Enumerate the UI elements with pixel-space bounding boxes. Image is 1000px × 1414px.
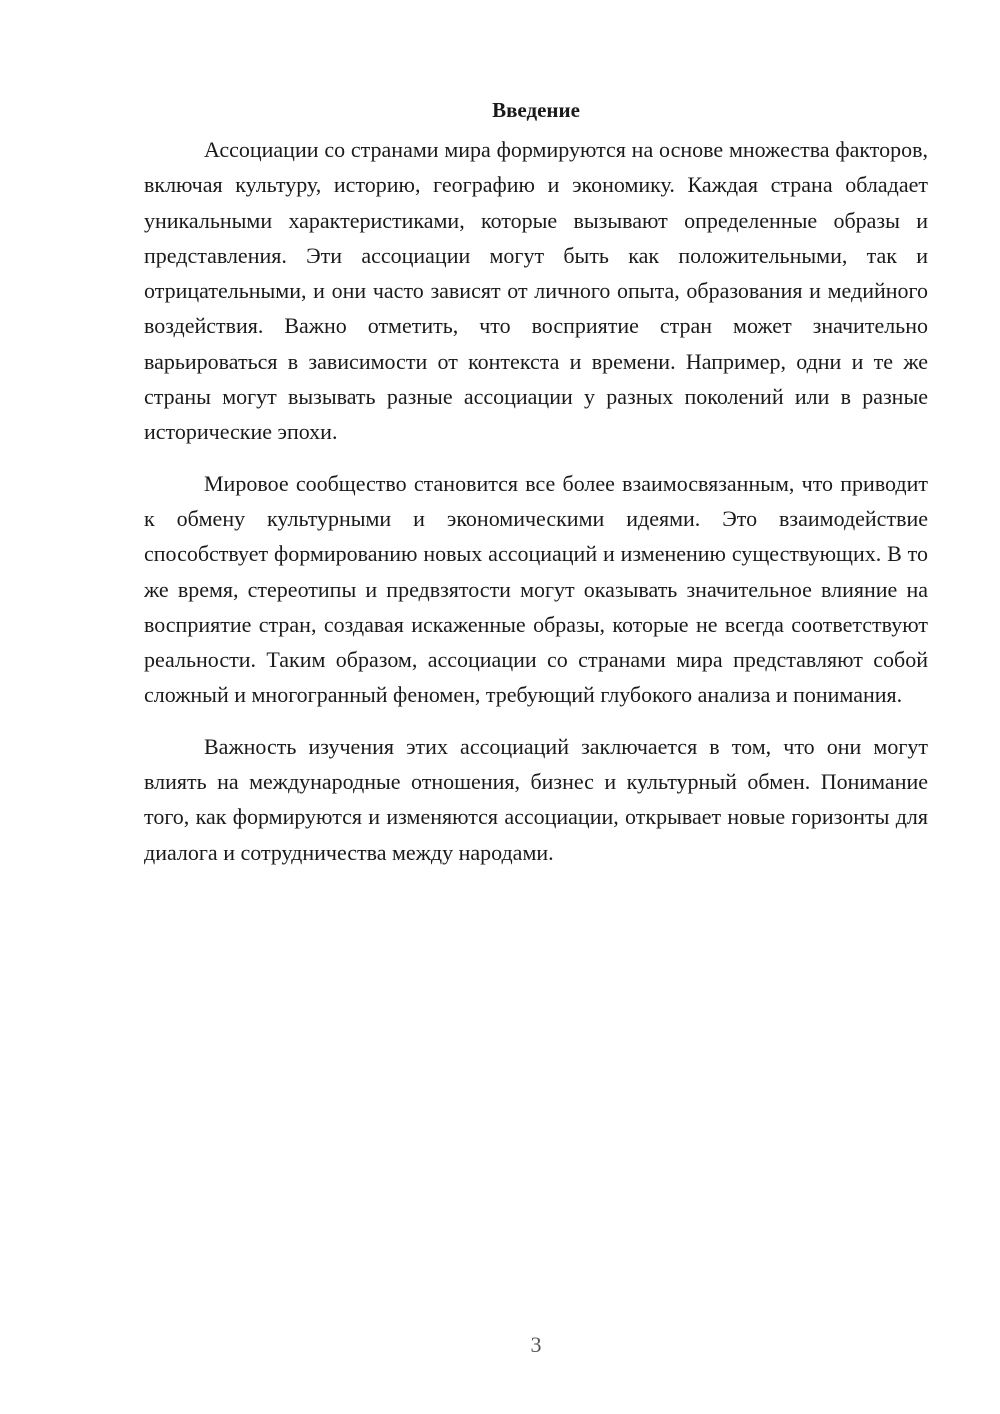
page-content [144, 92, 928, 886]
page-number: 3 [530, 1332, 542, 1357]
paragraph-1: Ассоциации со странами мира формируются на основе множества факторов, включая культуру, историю, географию и экономику. Каждая страна обладает уникальными характеристиками, которые вызывают определенные образы и представления. Эти ассоциации могут быть как положительными, так и отрицательными, и они часто зависят от личного опыта, образования и медийного воздействия. Важно отметить, что восприятие стран может значительно варьироваться в зависимости от контекста и времени. Например, одни и те же страны могут вызывать разные ассоциации у разных поколений или в разные исторические эпохи. [144, 137, 928, 445]
paragraph-2: Мировое сообщество становится все более взаимосвязанным, что приводит к обмену культурными и экономическими идеями. Это взаимодействие способствует формированию новых ассоциаций и изменению существующих. В то же время, стереотипы и предвзятости могут оказывать значительное влияние на восприятие стран, создавая искаженные образы, которые не всегда соответствуют реальности. Таким образом, ассоциации со странами мира представляют собой сложный и многогранный феномен, требующий глубокого анализа и понимания. [144, 470, 928, 708]
section-heading: Введение [492, 98, 580, 122]
paragraph-3: Важность изучения этих ассоциаций заключается в том, что они могут влиять на международные отношения, бизнес и культурный обмен. Понимание того, как формируются и изменяются ассоциации, открывает новые горизонты для диалога и сотрудничества между народами. [144, 733, 928, 865]
